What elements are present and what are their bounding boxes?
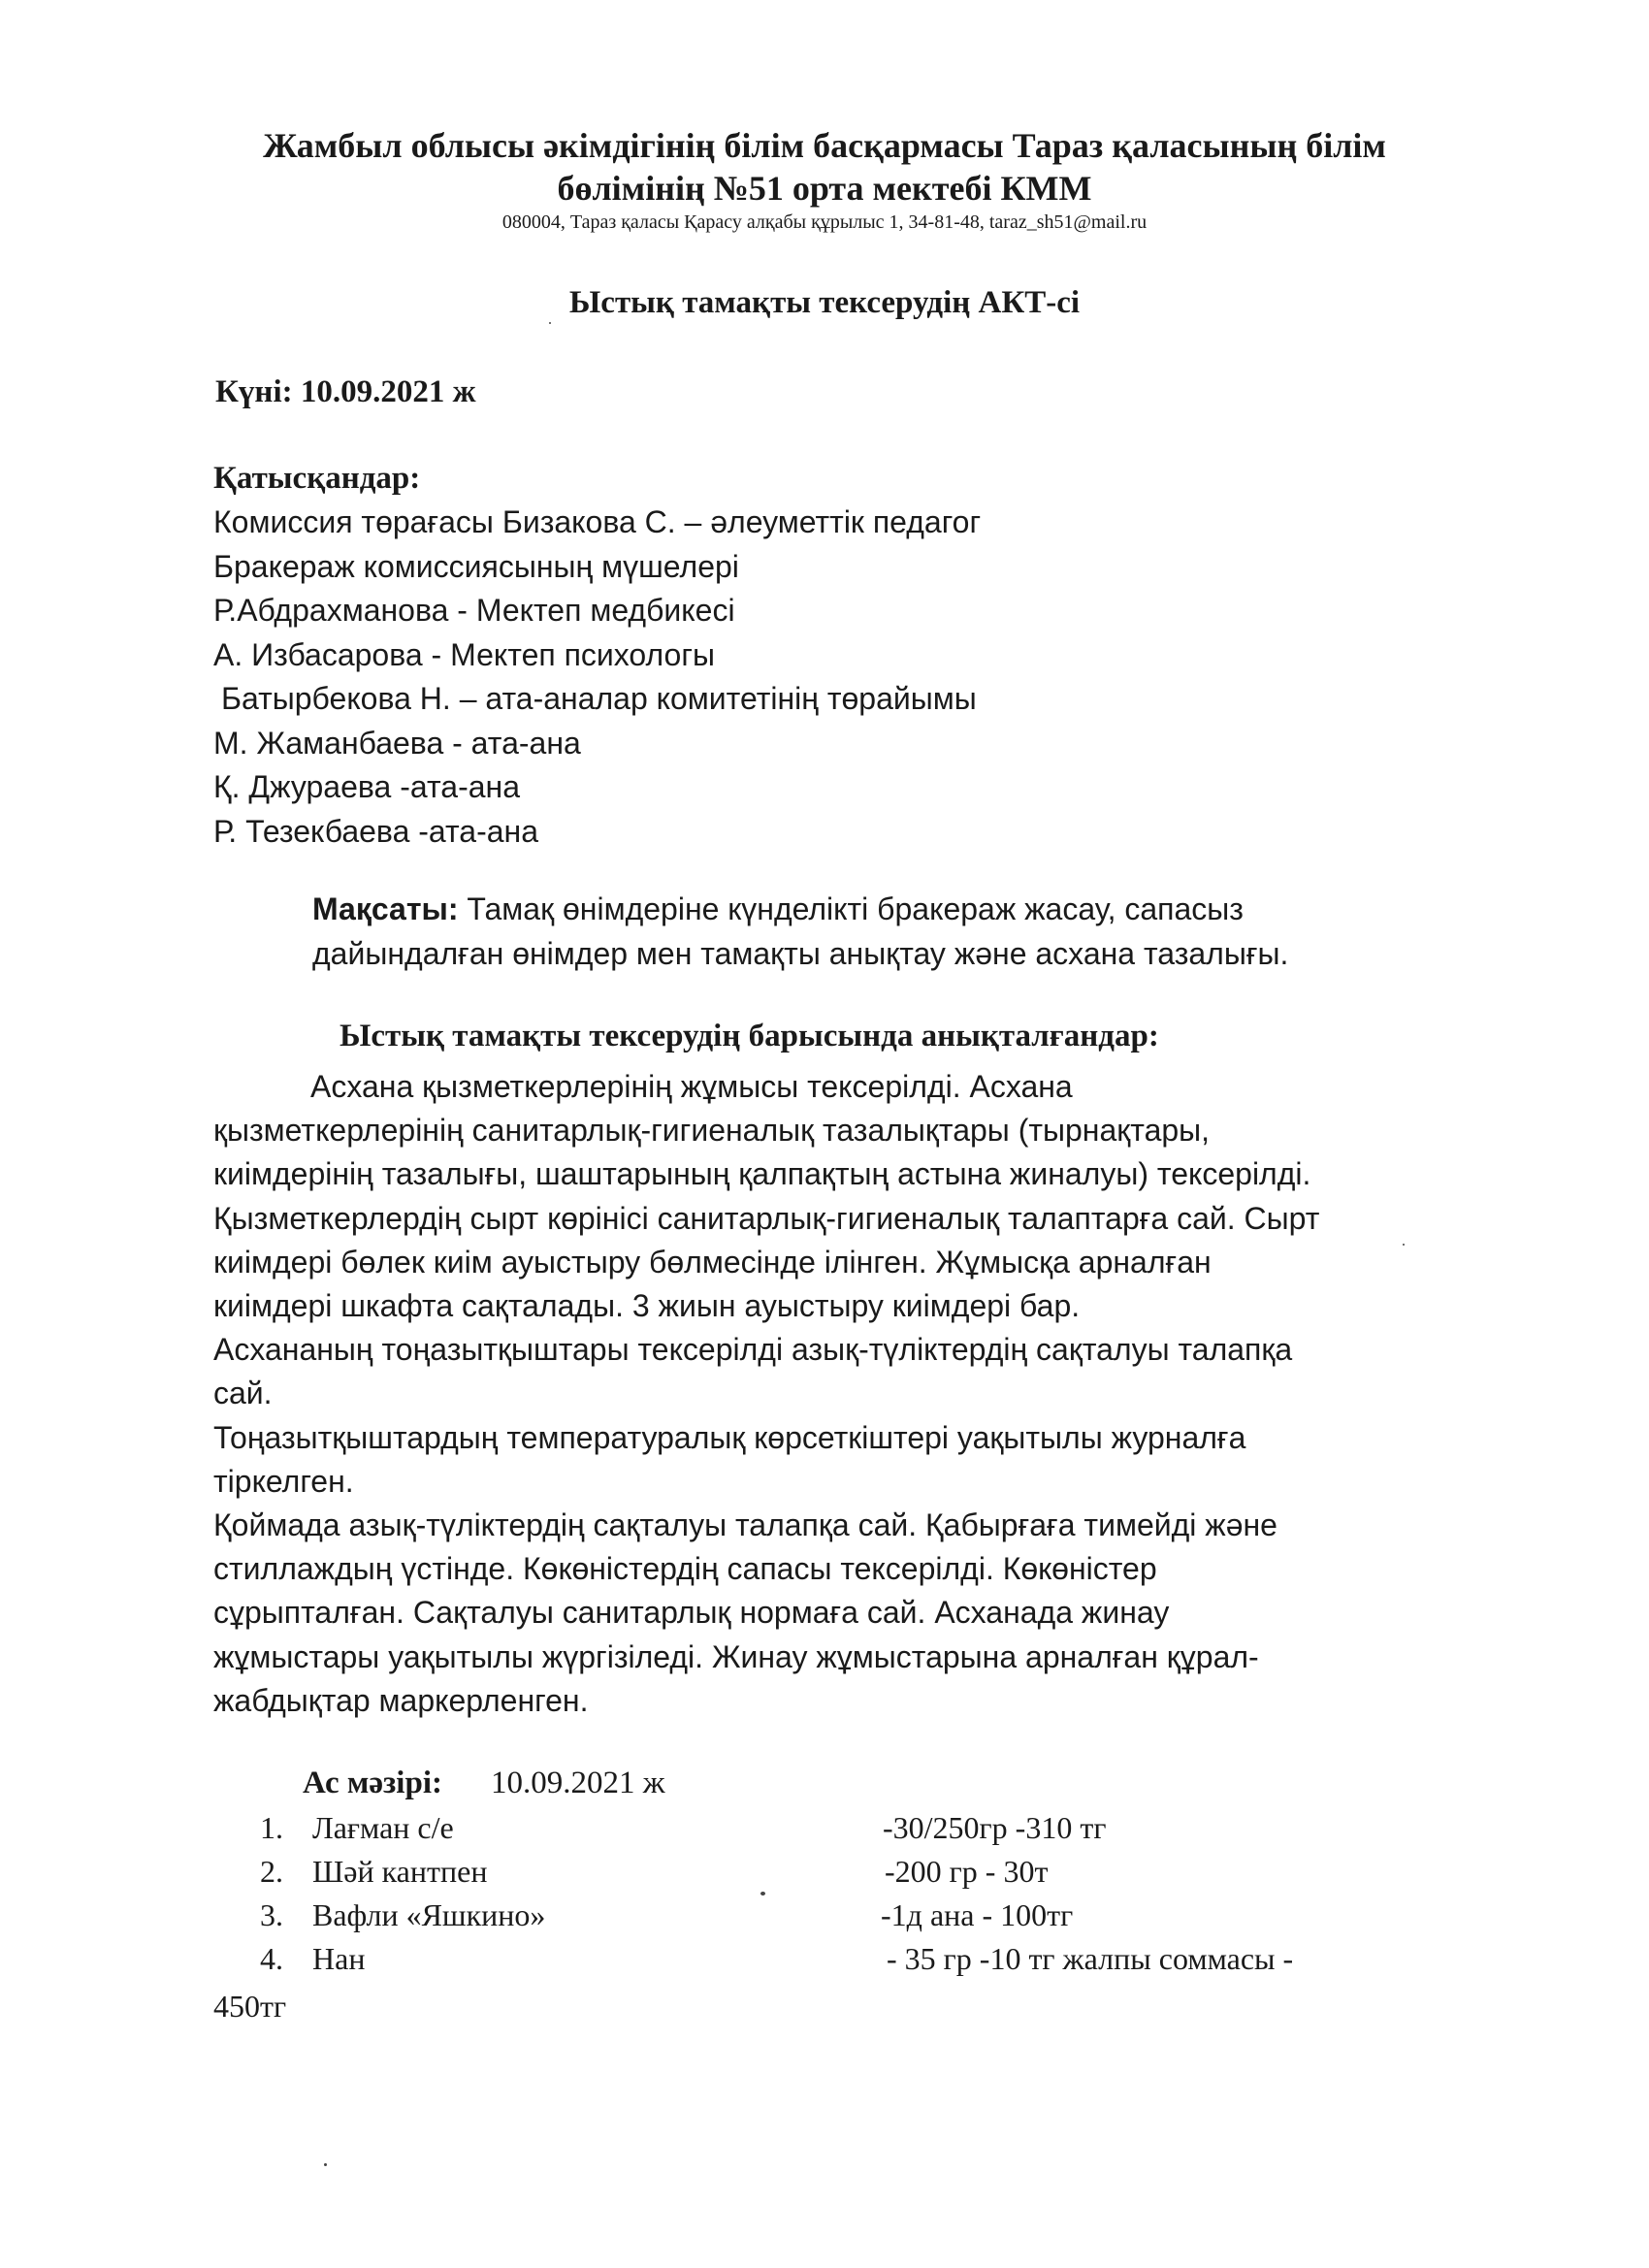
act-title: Ыстық тамақты тексерудің АКТ-сі	[568, 285, 1081, 320]
menu-date: 10.09.2021 ж	[490, 1766, 665, 1800]
menu-item-quantity: -1д ана - 100тг	[881, 1897, 1074, 1932]
findings-line: сұрыпталған. Сақталуы санитарлық нормаға сай. Асханада жинау	[213, 1595, 1170, 1631]
findings-line: сай.	[213, 1376, 273, 1411]
goal-text-1: Тамақ өнімдеріне күнделікті бракераж жасау, сапасыз	[458, 891, 1244, 926]
findings-body	[213, 1065, 1319, 1723]
document-header	[0, 124, 1649, 235]
participants-section	[213, 456, 981, 854]
menu-item-name: Лағман с/е	[312, 1810, 454, 1845]
findings-line: тіркелген.	[213, 1463, 354, 1499]
participant-row: Батырбекова Н. – ата-аналар комитетінің төрайымы	[221, 681, 977, 716]
menu-item-number: 2.	[260, 1854, 283, 1889]
scan-speck	[324, 2163, 327, 2166]
menu-item-name: Вафли «Яшкино»	[312, 1897, 546, 1932]
participant-row: М. Жаманбаева - ата-ана	[213, 725, 581, 761]
findings-line: Қоймада азық-түліктердің сақталуы талапқа сай. Қабырғаға тимейді және	[213, 1507, 1277, 1543]
menu-item-quantity: -30/250гр -310 тг	[883, 1810, 1107, 1845]
findings-line: жабдықтар маркерленген.	[213, 1682, 589, 1718]
menu-item-number: 1.	[260, 1810, 283, 1845]
scan-speck	[1403, 1244, 1405, 1246]
findings-title: Ыстық тамақты тексерудің барысында анықталғандар:	[340, 1019, 1159, 1053]
menu-item-number: 3.	[260, 1897, 283, 1932]
findings-line: киімдері бөлек киім ауыстыру бөлмесінде ілінген. Жұмысқа арналған	[213, 1244, 1212, 1280]
goal-section	[312, 887, 1457, 976]
findings-line: Қызметкерлердің сырт көрінісі санитарлық-гигиеналық талаптарға сай. Сырт	[213, 1200, 1320, 1236]
school-address: 080004, Тараз қаласы Қарасу алқабы құрылыс 1, 34-81-48, taraz_sh51@mail.ru	[501, 211, 1148, 233]
header-line-1: Жамбыл облысы әкімдігінің білім басқармасы Тараз қаласының білім	[263, 126, 1386, 165]
act-date: Күні: 10.09.2021 ж	[215, 374, 476, 409]
menu-label: Ас мәзірі:	[303, 1766, 442, 1800]
header-line-2: бөлімінің №51 орта мектебі КММ	[557, 169, 1092, 208]
findings-line: қызметкерлерінің санитарлық-гигиеналық тазалықтары (тырнақтары,	[213, 1113, 1211, 1149]
menu-item-name: Нан	[312, 1941, 366, 1976]
participant-row: Комиссия төрағасы Бизакова С. – әлеуметтік педагог	[213, 504, 982, 539]
findings-line: киімдері шкафта сақталады. 3 жиын ауыстыру киімдері бар.	[213, 1288, 1081, 1324]
findings-line: киімдерінің тазалығы, шаштарының қалпақтың астына жиналуы) тексерілді.	[213, 1156, 1311, 1192]
goal-label: Мақсаты:	[312, 891, 459, 926]
scan-speck	[549, 322, 551, 324]
menu-item-number: 4.	[260, 1941, 283, 1976]
menu-heading	[303, 1766, 665, 1801]
participant-row: Қ. Джураева -ата-ана	[213, 769, 520, 804]
findings-line: стиллаждың үстінде. Көкөністердің сапасы тексерілді. Көкөністер	[213, 1551, 1157, 1587]
participant-row: Р. Тезекбаева -ата-ана	[213, 813, 539, 849]
menu-item-quantity: - 35 гр -10 тг жалпы соммасы -	[887, 1941, 1294, 1976]
participants-heading: Қатысқандар:	[213, 461, 421, 496]
findings-line: Тоңазытқыштардың температуралық көрсеткіштері уақытылы журналға	[213, 1419, 1246, 1455]
findings-line: жұмыстары уақытылы жүргізіледі. Жинау жұмыстарына арналған құрал-	[213, 1638, 1259, 1674]
participant-row: А. Избасарова - Мектеп психологы	[213, 636, 716, 672]
participant-row: Р.Абдрахманова - Мектеп медбикесі	[213, 593, 735, 628]
participant-row: Бракераж комиссиясының мүшелері	[213, 548, 739, 584]
menu-item-name: Шәй кантпен	[312, 1854, 488, 1889]
menu-item-quantity: -200 гр - 30т	[885, 1854, 1049, 1889]
findings-line: Асхананың тоңазытқыштары тексерілді азық-түліктердің сақталуы талапқа	[213, 1332, 1293, 1368]
findings-line: Асхана қызметкерлерінің жұмысы тексерілді. Асхана	[310, 1069, 1073, 1104]
goal-text-2: дайындалған өнімдер мен тамақты анықтау және асхана тазалығы.	[312, 936, 1289, 971]
scan-speck	[760, 1892, 765, 1895]
menu-total-tail: 450тг	[213, 1989, 287, 2024]
